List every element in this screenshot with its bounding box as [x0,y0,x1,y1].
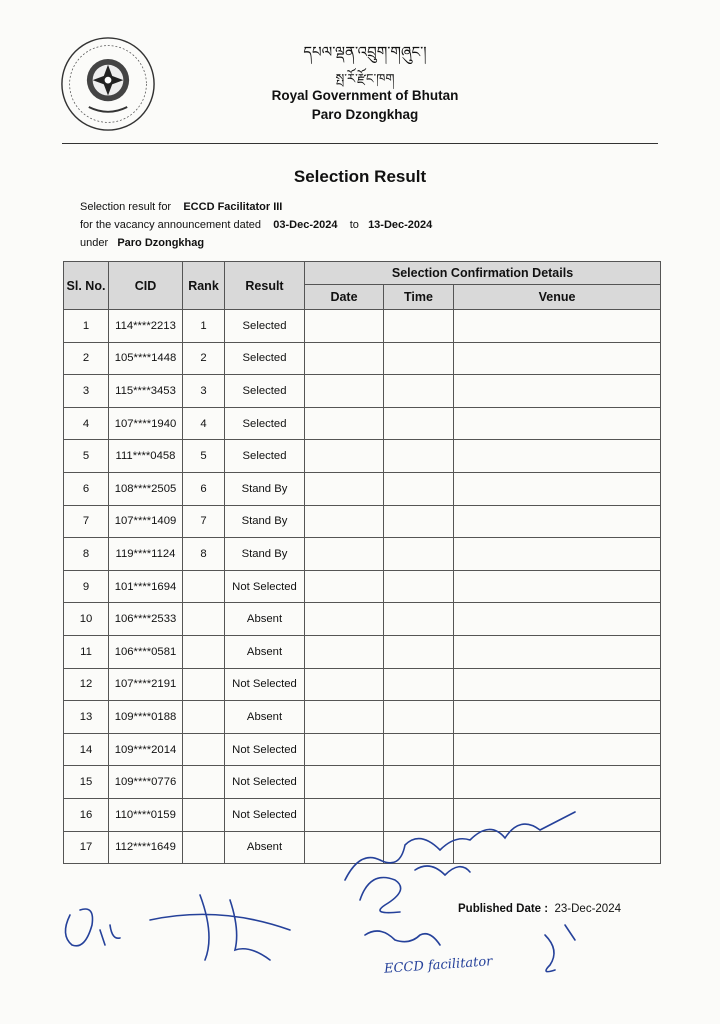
cell-result: Selected [225,310,305,343]
cell-cid: 107****1940 [109,407,183,440]
cell-result: Not Selected [225,766,305,799]
cell-result: Absent [225,831,305,864]
cell-rank: 4 [183,407,225,440]
cell-cid: 115****3453 [109,375,183,408]
col-header-cid: CID [109,262,183,310]
to-label: to [349,219,359,231]
cell-cid: 107****1409 [109,505,183,538]
cell-sl-no: 3 [64,375,109,408]
date-from: 03-Dec-2024 [273,219,338,231]
published-date [458,903,621,915]
cell-result: Not Selected [225,733,305,766]
cell-sl-no: 17 [64,831,109,864]
dzongkha-title: དཔལ་ལྡན་འབྲུག་གཞུང་། [303,43,427,61]
cell-cid: 101****1694 [109,570,183,603]
cell-rank: 3 [183,375,225,408]
cell-result: Absent [225,635,305,668]
cell-sl-no: 15 [64,766,109,799]
cell-cid: 109****0188 [109,701,183,734]
cell-rank: 7 [183,505,225,538]
position-name: ECCD Facilitator III [183,201,283,213]
cell-sl-no: 14 [64,733,109,766]
cell-sl-no: 9 [64,570,109,603]
cell-result: Selected [225,440,305,473]
cell-sl-no: 16 [64,798,109,831]
cell-sl-no: 11 [64,635,109,668]
cell-sl-no: 7 [64,505,109,538]
cell-cid: 105****1448 [109,342,183,375]
cell-cid: 106****2533 [109,603,183,636]
col-header-confirmation: Selection Confirmation Details [305,262,661,285]
cell-cid: 108****2505 [109,472,183,505]
cell-result: Stand By [225,538,305,571]
under-value: Paro Dzongkhag [117,237,205,249]
cell-result: Absent [225,701,305,734]
cell-sl-no: 8 [64,538,109,571]
cell-sl-no: 6 [64,472,109,505]
cell-sl-no: 13 [64,701,109,734]
cell-result: Selected [225,375,305,408]
date-to: 13-Dec-2024 [368,219,433,231]
cell-cid: 109****2014 [109,733,183,766]
cell-cid: 109****0776 [109,766,183,799]
result-for-label: Selection result for [80,201,172,213]
cell-cid: 106****0581 [109,635,183,668]
cell-result: Not Selected [225,570,305,603]
district-name: Paro Dzongkhag [311,107,419,122]
cell-cid: 112****1649 [109,831,183,864]
cell-rank: 2 [183,342,225,375]
cell-sl-no: 4 [64,407,109,440]
cell-sl-no: 10 [64,603,109,636]
published-date-value: 23-Dec-2024 [554,903,621,915]
cell-cid: 111****0458 [109,440,183,473]
org-name: Royal Government of Bhutan [271,88,459,103]
cell-cid: 107****2191 [109,668,183,701]
cell-result: Stand By [225,505,305,538]
page-title: Selection Result [293,167,427,186]
cell-result: Not Selected [225,668,305,701]
col-header-time: Time [384,285,454,310]
cell-result: Stand By [225,472,305,505]
cell-rank: 1 [183,310,225,343]
col-header-rank: Rank [183,262,225,310]
cell-sl-no: 12 [64,668,109,701]
published-label: Published Date : [458,903,549,915]
cell-sl-no: 1 [64,310,109,343]
cell-rank: 5 [183,440,225,473]
vacancy-label: for the vacancy announcement dated [80,219,262,231]
col-header-venue: Venue [454,285,661,310]
handwritten-note: ECCD facilitator [383,954,493,977]
cell-result: Absent [225,603,305,636]
col-header-sl-no: Sl. No. [64,262,109,310]
cell-sl-no: 2 [64,342,109,375]
cell-rank: 6 [183,472,225,505]
col-header-result: Result [225,262,305,310]
cell-cid: 119****1124 [109,538,183,571]
cell-result: Selected [225,342,305,375]
cell-rank: 8 [183,538,225,571]
col-header-date: Date [305,285,384,310]
cell-result: Not Selected [225,798,305,831]
under-label: under [80,237,109,249]
cell-cid: 110****0159 [109,798,183,831]
cell-sl-no: 5 [64,440,109,473]
dzongkha-subtitle: སྤ་རོ་རྫོང་ཁག [335,72,395,87]
cell-cid: 114****2213 [109,310,183,343]
cell-result: Selected [225,407,305,440]
